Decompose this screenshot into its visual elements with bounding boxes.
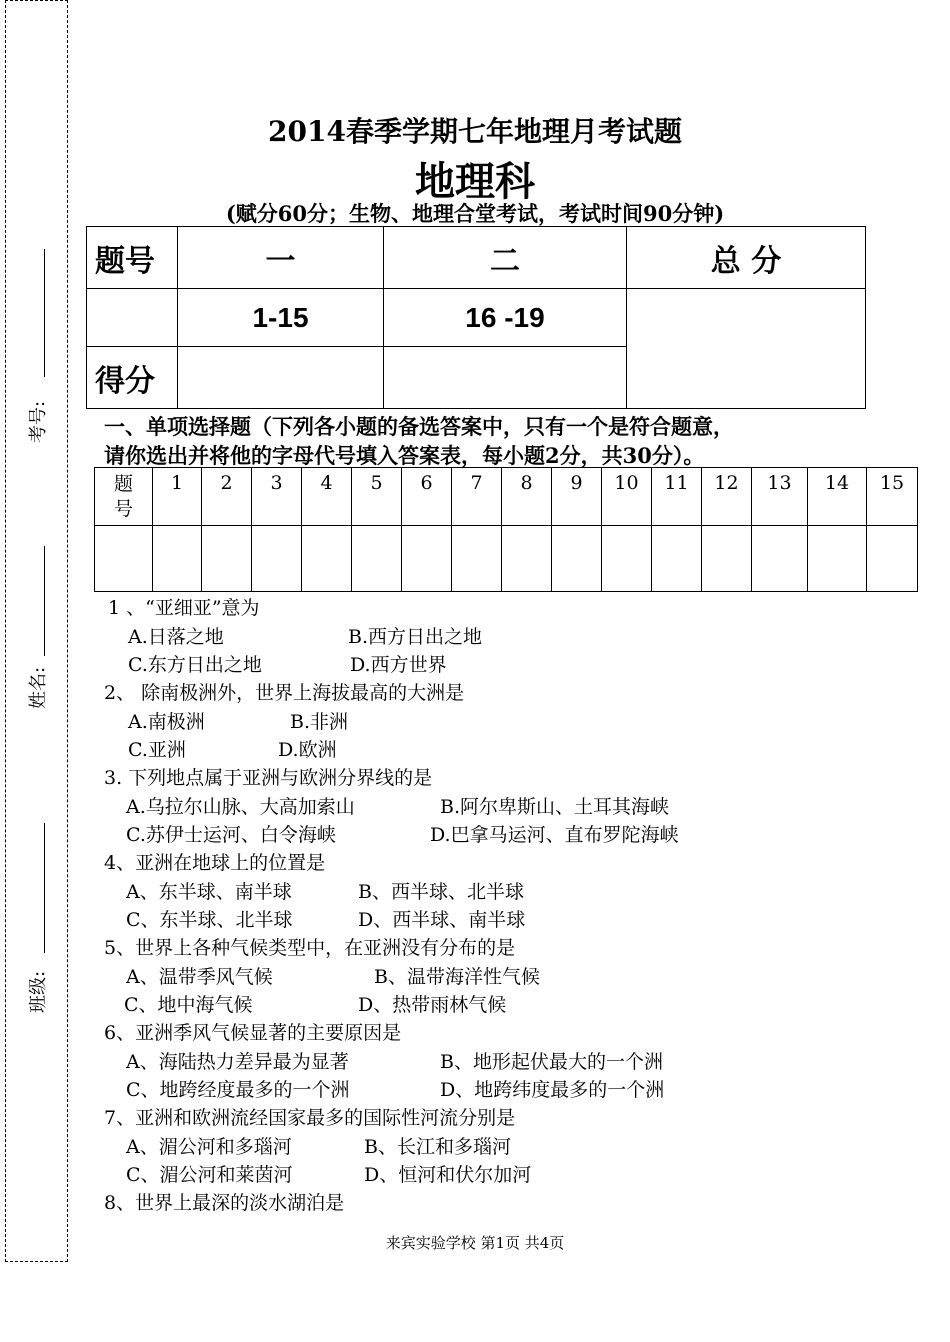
question-7-option-b: B、长江和多瑙河: [364, 1135, 511, 1158]
question-7-option-d: D、恒河和伏尔加河: [364, 1164, 532, 1186]
question-1-option-c: C.东方日出之地: [128, 654, 262, 676]
score-empty-cell: [87, 289, 178, 347]
answer-number-7: 7: [452, 468, 502, 526]
exam-title: 2014春季学期七年地理月考试题: [268, 115, 682, 148]
answer-number-1: 1: [153, 468, 202, 526]
answer-cell-5[interactable]: [352, 526, 402, 592]
answer-number-6: 6: [402, 468, 452, 526]
name-line: [44, 546, 45, 656]
question-5-option-b: B、温带海洋性气候: [374, 965, 540, 988]
class-label: 班级:: [28, 970, 49, 1013]
answer-table: [94, 467, 918, 592]
question-2-option-c: C.亚洲: [128, 739, 186, 761]
answer-number-13: 13: [752, 468, 808, 526]
exam-note: (赋分60分；生物、地理合堂考试，考试时间90分钟): [225, 201, 725, 226]
question-7-stem: 7、亚洲和欧洲流经国家最多的国际性河流分别是: [104, 1107, 516, 1129]
score-header-part2: 二: [384, 227, 627, 289]
question-7-option-a: A、湄公河和多瑙河: [126, 1135, 292, 1158]
answer-cell-4[interactable]: [302, 526, 352, 592]
question-6-option-b: B、地形起伏最大的一个洲: [440, 1050, 663, 1073]
question-4-option-d: D、西半球、南半球: [358, 909, 526, 931]
page-footer: 来宾实验学校 第1页 共4页: [385, 1234, 565, 1252]
score-range-2: 16 -19: [384, 289, 627, 347]
question-3-option-d: D.巴拿马运河、直布罗陀海峡: [430, 824, 679, 846]
answer-number-15: 15: [867, 468, 918, 526]
answer-number-2: 2: [202, 468, 252, 526]
answer-cell-1[interactable]: [153, 526, 202, 592]
exam-no-label: 考号:: [28, 400, 49, 443]
question-4-option-b: B、西半球、北半球: [358, 880, 524, 903]
question-5-option-c: C、地中海气候: [124, 994, 253, 1016]
answer-cell-3[interactable]: [252, 526, 302, 592]
score-range-1: 1-15: [178, 289, 384, 347]
answer-header-label: 题 号: [95, 468, 153, 526]
answer-cell-7[interactable]: [452, 526, 502, 592]
answer-number-4: 4: [302, 468, 352, 526]
score-cell-part2[interactable]: [384, 347, 627, 409]
score-header-total: 总 分: [627, 227, 866, 289]
question-1-option-a: A.日落之地: [128, 625, 224, 648]
answer-number-9: 9: [552, 468, 602, 526]
answer-cell-15[interactable]: [867, 526, 918, 592]
question-3-option-a: A.乌拉尔山脉、大高加索山: [126, 795, 355, 818]
question-5-option-a: A、温带季风气候: [126, 965, 273, 988]
score-table: [86, 226, 866, 409]
question-2-option-b: B.非洲: [290, 710, 349, 733]
question-4-option-c: C、东半球、北半球: [126, 909, 293, 931]
answer-number-5: 5: [352, 468, 402, 526]
section1-instructions-1: 一、单项选择题（下列各小题的备选答案中，只有一个是符合题意，: [104, 414, 734, 439]
answer-cell-6[interactable]: [402, 526, 452, 592]
answer-cell-8[interactable]: [502, 526, 552, 592]
question-4-option-a: A、东半球、南半球: [126, 880, 292, 903]
question-5-stem: 5、世界上各种气候类型中，在亚洲没有分布的是: [104, 937, 516, 959]
answer-number-10: 10: [602, 468, 652, 526]
question-1-option-d: D.西方世界: [350, 654, 447, 676]
question-3-option-c: C.苏伊士运河、白令海峡: [126, 824, 336, 846]
answer-cell-2[interactable]: [202, 526, 252, 592]
score-header-label: 题号: [87, 227, 178, 289]
score-cell-part1[interactable]: [178, 347, 384, 409]
answer-number-12: 12: [702, 468, 752, 526]
question-6-option-a: A、海陆热力差异最为显著: [126, 1050, 349, 1073]
question-3-option-b: B.阿尔卑斯山、土耳其海峡: [440, 795, 670, 818]
name-label: 姓名:: [28, 666, 49, 709]
question-1-option-b: B.西方日出之地: [348, 625, 483, 648]
answer-number-11: 11: [652, 468, 702, 526]
question-6-stem: 6、亚洲季风气候显著的主要原因是: [104, 1022, 402, 1044]
question-7-option-c: C、湄公河和莱茵河: [126, 1164, 293, 1186]
answer-label-blank: [95, 526, 153, 592]
class-line: [44, 823, 45, 953]
section1-instructions-2: 请你选出并将他的字母代号填入答案表，每小题2分，共30分）。: [104, 443, 705, 468]
answer-cell-10[interactable]: [602, 526, 652, 592]
answer-cell-13[interactable]: [752, 526, 808, 592]
question-3-stem: 3. 下列地点属于亚洲与欧洲分界线的是: [104, 767, 433, 789]
question-6-option-d: D、地跨纬度最多的一个洲: [440, 1079, 665, 1101]
exam-no-line: [44, 249, 45, 377]
question-2-stem: 2、 除南极洲外，世界上海拔最高的大洲是: [104, 682, 465, 704]
question-6-option-c: C、地跨经度最多的一个洲: [126, 1079, 350, 1101]
question-8-stem: 8、世界上最深的淡水湖泊是: [104, 1192, 345, 1214]
question-4-stem: 4、亚洲在地球上的位置是: [104, 852, 326, 874]
question-5-option-d: D、热带雨林气候: [358, 994, 507, 1016]
answer-number-14: 14: [808, 468, 867, 526]
answer-cell-14[interactable]: [808, 526, 867, 592]
answer-cell-12[interactable]: [702, 526, 752, 592]
score-row-label: 得分: [87, 347, 178, 409]
answer-number-3: 3: [252, 468, 302, 526]
answer-cell-9[interactable]: [552, 526, 602, 592]
subject-title: 地理科: [415, 159, 535, 205]
question-2-option-a: A.南极洲: [128, 710, 205, 733]
answer-cell-11[interactable]: [652, 526, 702, 592]
answer-number-8: 8: [502, 468, 552, 526]
score-header-part1: 一: [178, 227, 384, 289]
question-1-stem: 1 、“亚细亚”意为: [108, 597, 260, 619]
total-score-cell[interactable]: [627, 289, 866, 409]
question-2-option-d: D.欧洲: [278, 739, 337, 761]
